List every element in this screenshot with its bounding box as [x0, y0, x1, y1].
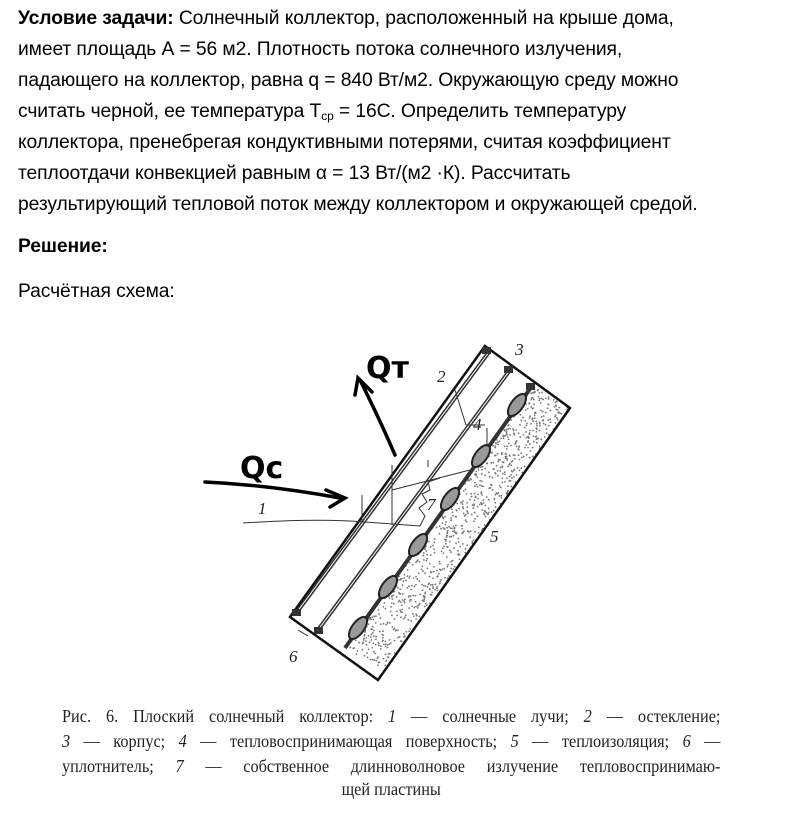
problem-text: = 16С. Определить температуру	[333, 101, 627, 122]
qt-arrow	[360, 380, 395, 455]
label-2: 2	[437, 367, 446, 386]
label-1: 1	[258, 499, 267, 518]
problem-line: результирующий тепловой поток между коллектором и окружающей средой.	[18, 194, 698, 215]
problem-text: Солнечный коллектор, расположенный на крыше дома,	[173, 8, 674, 29]
problem-line: теплоотдачи конвекцией равным α = 13 Вт/(м2 ·К). Рассчитать	[18, 163, 571, 184]
label-7: 7	[427, 495, 436, 514]
solution-label: Решение:	[18, 236, 108, 257]
caption-line: Рис. 6. Плоский солнечный коллектор: 1 — солнечные лучи; 2 — остекление;	[62, 706, 721, 726]
label-6: 6	[289, 647, 298, 666]
problem-line: имеет площадь А = 56 м2. Плотность потока солнечного излучения,	[18, 39, 623, 60]
qc-label: Qc	[240, 451, 284, 486]
flow-arrows	[205, 378, 395, 507]
scheme-label: Расчётная схема:	[18, 281, 175, 302]
problem-line: падающего на коллектор, равна q = 840 Вт/м2. Окружающую среду можно	[18, 70, 679, 91]
insulation-fill	[348, 387, 569, 666]
problem-line: коллектора, пренебрегая кондуктивными потерями, считая коэффициент	[18, 132, 671, 153]
label-3: 3	[515, 340, 524, 359]
caption-line: уплотнитель; 7 — собственное длинноволновое излучение тепловоспринимаю-	[62, 756, 721, 776]
label-5: 5	[490, 527, 499, 546]
glazing	[297, 352, 532, 648]
qt-label: Qт	[366, 351, 409, 386]
problem-label: Условие задачи:	[18, 8, 174, 29]
problem-text: считать черной, ее температура T	[18, 101, 322, 122]
subscript: ср	[321, 109, 334, 123]
caption-line: щей пластины	[341, 779, 441, 799]
label-4: 4	[473, 415, 482, 434]
caption-line: 3 — корпус; 4 — тепловоспринимающая поверхность; 5 — теплоизоляция; 6 —	[62, 731, 721, 751]
